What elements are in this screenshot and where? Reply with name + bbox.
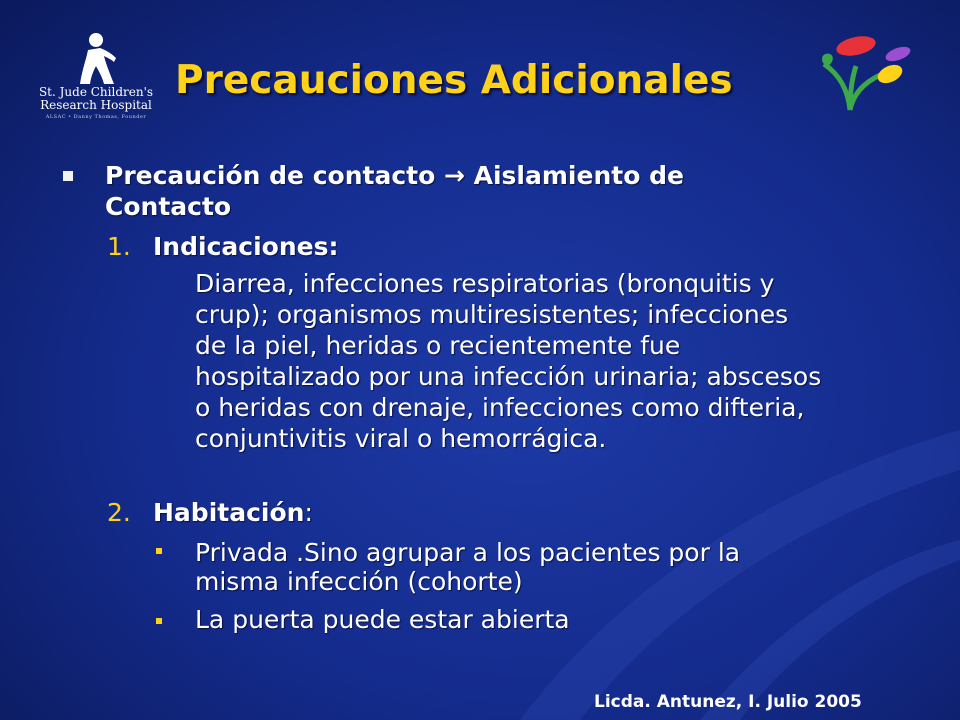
sub-bullet-line: Privada .Sino agrupar a los pacientes por la (195, 538, 741, 567)
slide-title: Precauciones Adicionales (175, 58, 733, 103)
child-silhouette-icon (34, 30, 158, 86)
sub-bullet-square-icon (156, 548, 162, 554)
paragraph-line: de la piel, heridas o recientemente fue (195, 331, 681, 360)
logo-text-line1: St. Jude Children's (38, 85, 154, 99)
paragraph-line: conjuntivitis viral o hemorrágica. (195, 424, 607, 453)
sub-bullet-line: misma infección (cohorte) (195, 567, 523, 596)
item-heading-indicaciones: Indicaciones: (153, 232, 339, 261)
logo-tagline: ALSAC • Danny Thomas, Founder (45, 114, 147, 120)
paragraph-line: crup); organismos multiresistentes; infecciones (195, 300, 789, 329)
item-number-2: 2. (107, 498, 131, 527)
indications-paragraph (195, 268, 821, 454)
sub-bullet-square-icon (156, 618, 162, 624)
bullet-square-icon (63, 171, 73, 181)
paragraph-line: Diarrea, infecciones respiratorias (bronquitis y (195, 269, 775, 298)
footer-credit: Licda. Antunez, I. Julio 2005 (594, 692, 862, 712)
room-door-item: La puerta puede estar abierta (195, 605, 570, 634)
bullet-line: Precaución de contacto → Aislamiento de (105, 161, 684, 190)
item-heading-habitacion (153, 498, 313, 527)
paragraph-line: hospitalizado por una infección urinaria; abscesos (195, 362, 822, 391)
habitacion-label: Habitación (153, 498, 305, 527)
room-private-item (195, 538, 740, 596)
habitacion-colon: : (304, 498, 313, 527)
st-jude-logo (34, 30, 158, 125)
bullet-contact-precaution (105, 160, 684, 222)
item-number-1: 1. (107, 232, 131, 261)
paragraph-line: o heridas con drenaje, infecciones como difteria, (195, 393, 805, 422)
bullet-line: Contacto (105, 192, 232, 221)
flower-logo-icon (810, 30, 920, 115)
logo-text-line2: Research Hospital (40, 98, 152, 112)
